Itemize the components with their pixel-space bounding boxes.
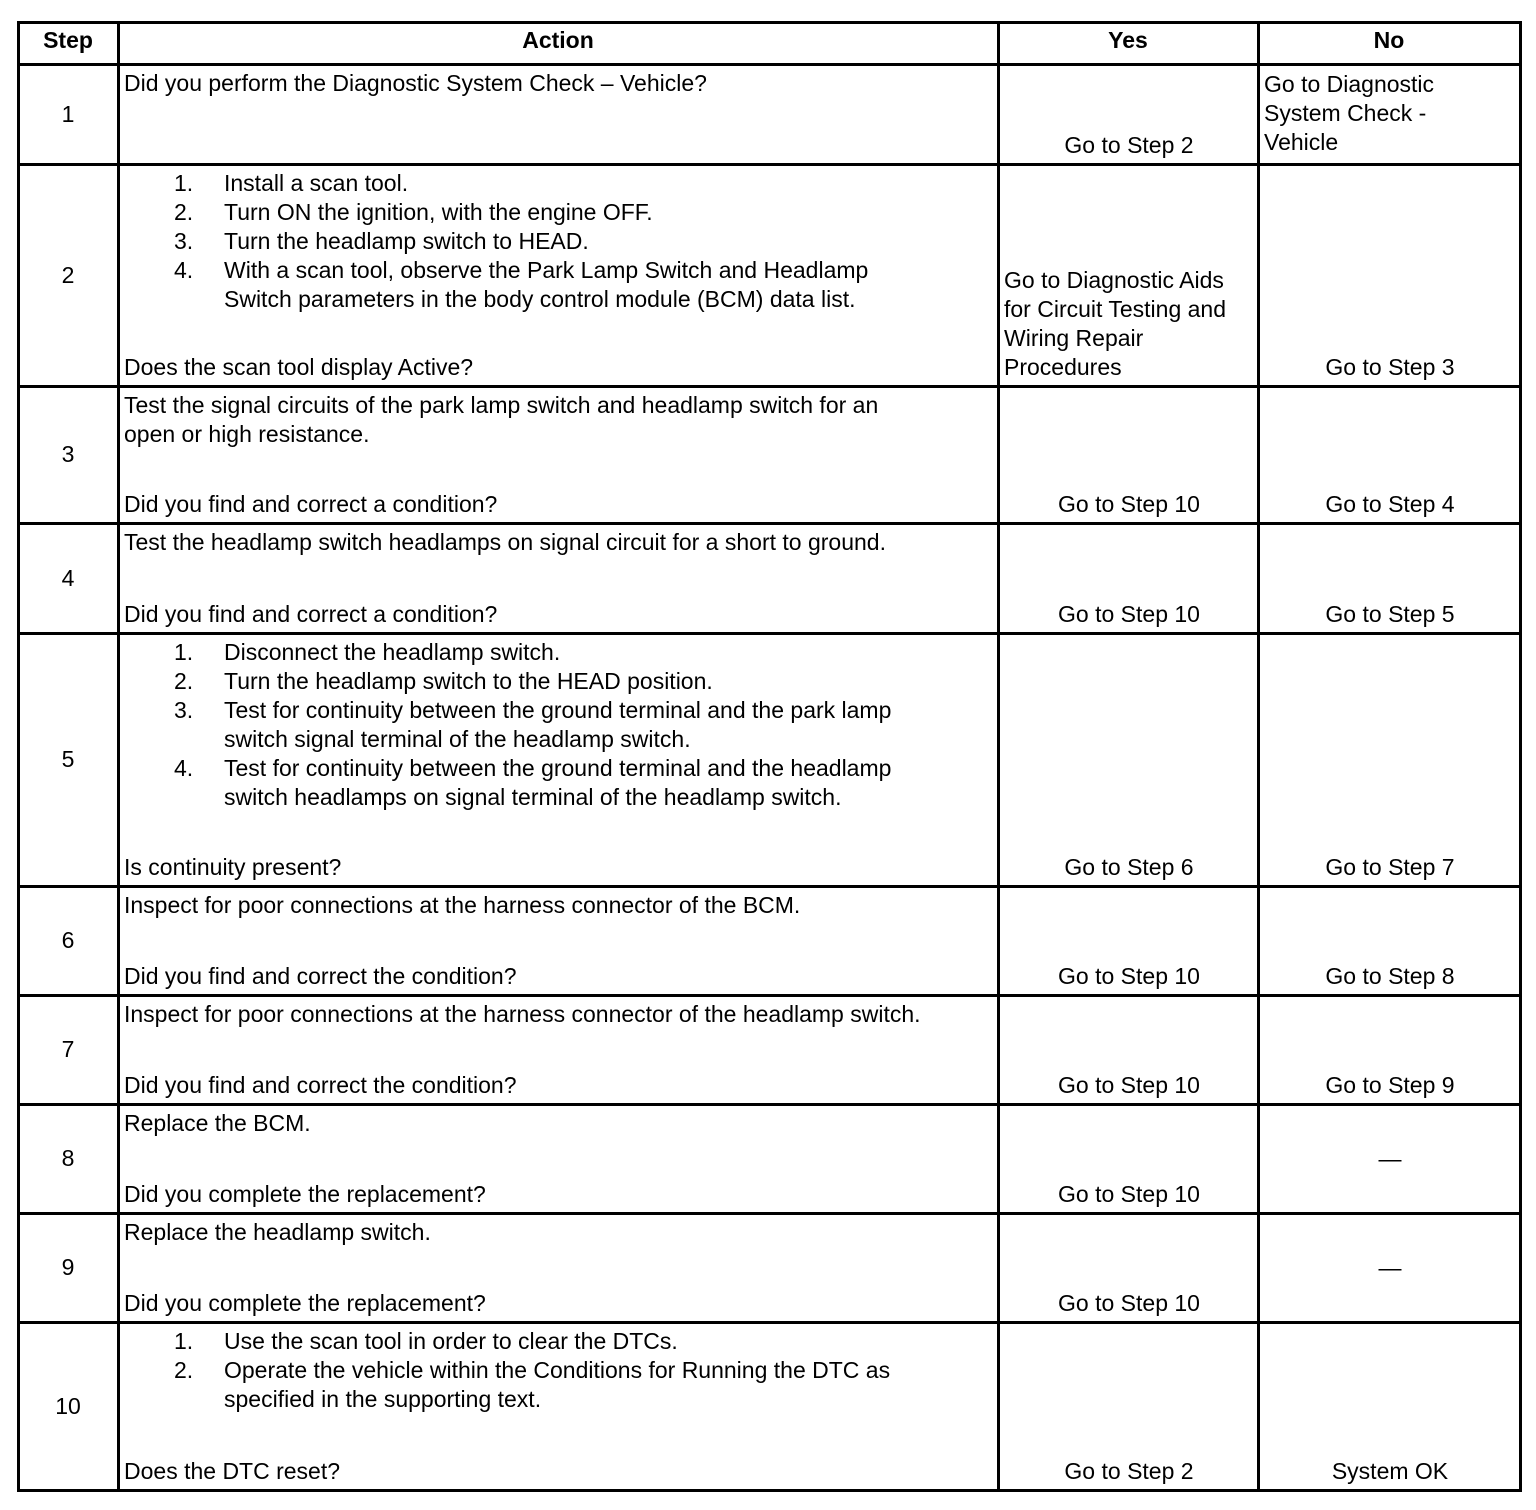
- no-cell: [1264, 997, 1516, 1102]
- action-question: Did you find and correct a condition?: [124, 601, 498, 627]
- yes-text: Go to Step 10: [1058, 1290, 1200, 1316]
- header-action: Action: [522, 27, 594, 53]
- action-cell: [124, 891, 996, 993]
- yes-text-line: Procedures: [1004, 354, 1122, 380]
- step-number: 3: [61, 441, 75, 467]
- action-step-item: [124, 638, 996, 667]
- action-step-item: [124, 169, 996, 198]
- yes-cell: [1004, 525, 1254, 631]
- no-text: Go to Step 5: [1325, 601, 1455, 627]
- yes-cell: [1004, 635, 1254, 884]
- yes-text: Go to Step 2: [1064, 1458, 1194, 1484]
- action-step-item: [124, 696, 996, 754]
- action-step-number: 1.: [174, 639, 194, 665]
- action-step-text: Turn the headlamp switch to the HEAD position.: [224, 668, 713, 694]
- yes-text: Go to Step 2: [1064, 132, 1194, 158]
- no-text: System OK: [1331, 1458, 1449, 1484]
- diagnostic-table: [18, 22, 1520, 1490]
- action-instruction: Test the headlamp switch headlamps on signal circuit for a short to ground.: [124, 529, 886, 555]
- step-number: 5: [61, 746, 75, 772]
- no-text: Go to Step 4: [1325, 491, 1455, 517]
- step-number: 10: [55, 1392, 81, 1419]
- action-question: Did you find and correct the condition?: [124, 1072, 517, 1098]
- no-cell: [1264, 1215, 1516, 1320]
- action-step-number: 3.: [174, 228, 194, 254]
- yes-cell: [1004, 888, 1254, 993]
- yes-text: Go to Step 10: [1058, 963, 1200, 989]
- column-border: [1519, 21, 1522, 1492]
- action-step-number: 2.: [174, 668, 194, 694]
- action-step-item: [124, 256, 996, 314]
- action-cell: [124, 1000, 996, 1102]
- no-text-line: Vehicle: [1264, 129, 1339, 155]
- action-cell: [124, 1327, 996, 1488]
- action-step-number: 4.: [174, 257, 194, 283]
- action-cell: [124, 169, 996, 384]
- action-step-item: [124, 198, 996, 227]
- step-number: 4: [61, 564, 75, 591]
- yes-text: Go to Step 10: [1058, 601, 1200, 627]
- yes-text-line: Wiring Repair: [1004, 325, 1144, 351]
- yes-cell: [1004, 1215, 1254, 1320]
- step-number: 8: [61, 1145, 75, 1171]
- header-no: No: [1373, 27, 1405, 53]
- action-step-text: Test for continuity between the ground terminal and the headlamp: [224, 755, 892, 781]
- no-text: Go to Step 3: [1325, 354, 1455, 380]
- action-step-number: 3.: [174, 697, 194, 723]
- step-number: 1: [61, 100, 75, 127]
- instruction-line: open or high resistance.: [124, 421, 370, 447]
- no-text: [1264, 70, 1434, 157]
- action-step-item: [124, 227, 996, 256]
- step-number: 9: [61, 1254, 75, 1280]
- action-step-text: Switch parameters in the body control module (BCM) data list.: [224, 286, 856, 312]
- action-question: Did you find and correct the condition?: [124, 963, 517, 989]
- action-step-text: Turn the headlamp switch to HEAD.: [224, 228, 589, 254]
- no-text: —: [1378, 1254, 1402, 1280]
- header-yes: Yes: [1108, 27, 1148, 53]
- no-cell: [1264, 66, 1516, 162]
- action-step-text: switch signal terminal of the headlamp switch.: [224, 726, 691, 752]
- no-cell: [1264, 1324, 1516, 1488]
- action-question: Does the scan tool display Active?: [124, 354, 474, 380]
- action-step-number: 4.: [174, 755, 194, 781]
- action-step-item: [124, 754, 996, 812]
- yes-cell: [1004, 166, 1254, 384]
- action-step-text: Use the scan tool in order to clear the DTCs.: [224, 1328, 678, 1354]
- yes-cell: [1004, 1106, 1254, 1211]
- action-cell: [124, 638, 996, 884]
- yes-text: [1004, 266, 1226, 382]
- action-cell: [124, 1109, 996, 1211]
- step-number: 7: [61, 1036, 75, 1062]
- action-steps-list: [124, 638, 996, 812]
- action-step-text: switch headlamps on signal terminal of the headlamp switch.: [224, 784, 842, 810]
- column-border: [997, 21, 1000, 1492]
- action-step-number: 1.: [174, 1328, 194, 1354]
- no-text-line: System Check -: [1264, 100, 1427, 126]
- action-cell: [124, 391, 996, 521]
- yes-cell: [1004, 66, 1254, 162]
- action-step-number: 2.: [174, 1357, 194, 1383]
- yes-text-line: Go to Diagnostic Aids: [1004, 267, 1224, 293]
- yes-text: Go to Step 6: [1064, 854, 1194, 880]
- no-cell: [1264, 1106, 1516, 1211]
- action-question: Is continuity present?: [124, 854, 342, 880]
- action-step-text: specified in the supporting text.: [224, 1386, 542, 1412]
- row-border: [17, 1489, 1522, 1492]
- no-text: Go to Step 9: [1325, 1072, 1455, 1098]
- action-instruction: Did you perform the Diagnostic System Check – Vehicle?: [124, 70, 707, 96]
- action-step-item: [124, 667, 996, 696]
- action-question: Did you complete the replacement?: [124, 1290, 486, 1316]
- no-cell: [1264, 888, 1516, 993]
- action-question: Does the DTC reset?: [124, 1458, 341, 1484]
- no-cell: [1264, 525, 1516, 631]
- action-step-text: Install a scan tool.: [224, 170, 409, 196]
- no-cell: [1264, 388, 1516, 521]
- action-cell: [124, 1218, 996, 1320]
- instruction-line: Test the signal circuits of the park lamp switch and headlamp switch for an: [124, 392, 879, 418]
- yes-cell: [1004, 388, 1254, 521]
- no-text: —: [1378, 1145, 1402, 1171]
- action-instruction: Inspect for poor connections at the harness connector of the BCM.: [124, 892, 801, 918]
- yes-text: Go to Step 10: [1058, 1072, 1200, 1098]
- action-question: Did you find and correct a condition?: [124, 491, 498, 517]
- action-step-text: With a scan tool, observe the Park Lamp Switch and Headlamp: [224, 257, 869, 283]
- column-border: [1257, 21, 1260, 1492]
- action-step-text: Test for continuity between the ground terminal and the park lamp: [224, 697, 892, 723]
- step-number: 6: [61, 927, 75, 953]
- step-number: 2: [61, 261, 75, 288]
- action-step-number: 2.: [174, 199, 194, 225]
- header-step: Step: [43, 27, 93, 53]
- action-instruction: Inspect for poor connections at the harness connector of the headlamp switch.: [124, 1001, 921, 1027]
- yes-cell: [1004, 1324, 1254, 1488]
- action-step-text: Turn ON the ignition, with the engine OFF.: [224, 199, 653, 225]
- no-text: Go to Step 7: [1325, 854, 1455, 880]
- action-step-text: Disconnect the headlamp switch.: [224, 639, 561, 665]
- action-cell: [124, 69, 996, 162]
- action-instruction: [124, 391, 996, 449]
- action-cell: [124, 528, 996, 631]
- action-step-item: [124, 1356, 996, 1414]
- no-text-line: Go to Diagnostic: [1264, 71, 1435, 97]
- yes-text: Go to Step 10: [1058, 491, 1200, 517]
- action-step-item: [124, 1327, 996, 1356]
- no-cell: [1264, 166, 1516, 384]
- action-step-text: Operate the vehicle within the Conditions for Running the DTC as: [224, 1357, 891, 1383]
- action-instruction: Replace the headlamp switch.: [124, 1219, 431, 1245]
- action-question: Did you complete the replacement?: [124, 1181, 486, 1207]
- action-steps-list: [124, 169, 996, 314]
- yes-cell: [1004, 997, 1254, 1102]
- yes-text-line: for Circuit Testing and: [1004, 296, 1227, 322]
- action-step-number: 1.: [174, 170, 194, 196]
- row-border: [17, 21, 1522, 24]
- no-cell: [1264, 635, 1516, 884]
- action-steps-list: [124, 1327, 996, 1414]
- yes-text: Go to Step 10: [1058, 1181, 1200, 1207]
- no-text: Go to Step 8: [1325, 963, 1455, 989]
- action-instruction: Replace the BCM.: [124, 1110, 311, 1136]
